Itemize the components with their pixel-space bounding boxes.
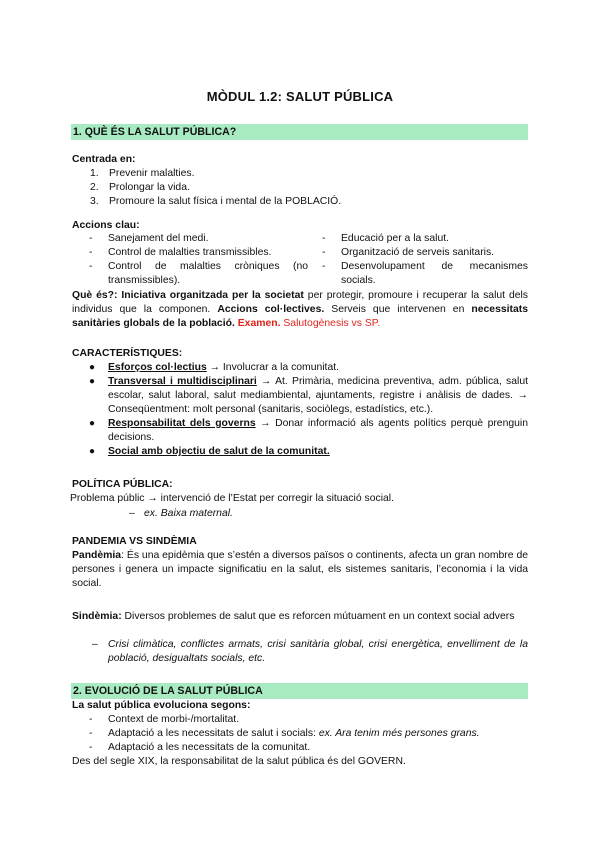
list-item: - Educació per a la salut. <box>322 233 450 244</box>
politica-text: Problema públic → intervenció de l’Estat per corregir la situació social. <box>70 493 394 504</box>
evolucio-heading: La salut pública evoluciona segons: <box>72 700 251 711</box>
list-item: ● Transversal i multidisciplinari → At. Primària, medicina preventiva, adm. pública, salut escolar, salut laboral, salut mediambiental, ajuntaments, registre i anàlisis de dades. → Conseqüentment: molt personal (sanitaris, sociòlegs, estadístics, etc.). <box>89 375 528 415</box>
centrada-block <box>72 153 528 209</box>
evolucio-block <box>72 699 528 769</box>
list-item: - Desenvolupament de mecanismes socials. <box>322 260 528 286</box>
centrada-list <box>72 167 528 209</box>
exam-label: Examen. <box>237 317 281 329</box>
list-item: 1. Prevenir malalties. <box>90 167 195 179</box>
list-item: ● Responsabilitat dels governs → Donar informació als agents polítics perquè prenguin decisions. <box>89 417 529 443</box>
accions-left <box>72 232 322 288</box>
accions-right <box>305 232 528 288</box>
list-item: - Control de malalties cròniques (no transmissibles). <box>89 260 308 286</box>
list-item: - Organització de serveis sanitaris. <box>322 246 495 258</box>
section-heading-2: 2. EVOLUCIÓ DE LA SALUT PÚBLICA <box>71 683 528 699</box>
list-item: - Adaptació a les necessitats de la comunitat. <box>89 741 311 753</box>
accions-columns <box>72 232 528 284</box>
document-page: MÒDUL 1.2: SALUT PÚBLICA 1. QUÈ ÉS LA SALUT PÚBLICA? Centrada en: 1. Prevenir malalties. 2. Prolongar la vida. 3. Promoure la salut física i mental de la POBLACIÓ. Accions clau: - Sanejament del medi. - Control de malalties transmissibles. - Control de malalties cròniques (no transmissibles). - Educació per a la salut. - Organització de serveis sanitaris. - Desenvolupament de mecanismes socials. Què és?: Iniciativa organitzada per la societat per protegir, promoure i recuperar la salut dels individus que la componen. Accions col·lectives. Serveis que intervenen en necessitats sanitàries globals de la població. Examen. Salutogènesis vs SP. CARACTERÍSTIQUES: ● Esforços col·lectius → Involucrar a la comunitat. ● Transversal i multidisciplinari → At. Primària, medicina preventiva, adm. pública, salut escolar, salut laboral, salut mediambiental, ajuntaments, registre i anàlisis de dades. → Conseqüentment: molt personal (sanitaris, sociòlegs, estadístics, etc.). ● Responsabilitat dels governs → Donar informació als agents polítics perquè prenguin decisions. ● Social amb objectiu de salut de la comunitat. POLÍTICA PÚBLICA: Problema públic → intervenció de l’Estat per corregir la situació social. – ex. Baixa maternal. PANDEMIA VS SINDÈMIA Pandèmia: És una epidèmia que s’estén a diversos països o continents, afecta un gran nombre de persones i genera un impacte significatiu en la salut, els sistemes sanitaris, l’economia i la vida social. Sindèmia: Diversos problemes de salut que es reforcen mútuament en un context social advers – Crisi climàtica, conflictes armats, crisi sanitària global, crisi energètica, envelliment de la població, desigualtats socials, etc. 2. EVOLUCIÓ DE LA SALUT PÚBLICA La salut pública evoluciona segons: - Context de morbi-/mortalitat. - Adaptació a les necessitats de salut i socials: ex. Ara tenim més persones grans. - Adaptació a les necessitats de la comunitat. Des del segle XIX, la responsabilitat de la salut pública és del GOVERN. <box>0 0 600 848</box>
politica-heading: POLÍTICA PÚBLICA: <box>72 479 173 490</box>
caracteristiques-heading: CARACTERÍSTIQUES: <box>72 348 183 359</box>
document-title: MÒDUL 1.2: SALUT PÚBLICA <box>206 89 394 104</box>
exam-note: Salutogènesis vs SP. <box>283 317 381 329</box>
pandemia-heading: PANDEMIA VS SINDÈMIA <box>72 536 197 547</box>
list-item: - Context de morbi-/mortalitat. <box>89 713 240 725</box>
pandemia-paragraph: Pandèmia: És una epidèmia que s’estén a diversos països o continents, afecta un gran nombre de persones i genera un impacte significatiu en la salut, els sistemes sanitaris, l’economia i la vida social. <box>72 550 528 589</box>
sindemia-paragraph: Sindèmia: Diversos problemes de salut que es reforcen mútuament en un context social advers <box>72 611 515 622</box>
list-item: - Adaptació a les necessitats de salut i socials: ex. Ara tenim més persones grans. <box>89 727 480 739</box>
centrada-heading: Centrada en: <box>72 154 136 165</box>
accions-heading: Accions clau: <box>72 220 140 231</box>
list-item: - Sanejament del medi. <box>89 233 209 244</box>
list-item: ● Social amb objectiu de salut de la comunitat. <box>89 445 330 457</box>
list-item: 3. Promoure la salut física i mental de la POBLACIÓ. <box>90 195 342 207</box>
sindemia-example: – Crisi climàtica, conflictes armats, crisi sanitària global, crisi energètica, envelliment de la població, desigualtats socials, etc. <box>92 639 528 664</box>
list-item: - Control de malalties transmissibles. <box>89 246 272 258</box>
que-es-paragraph: Què és?: Iniciativa organitzada per la societat per protegir, promoure i recuperar la salut dels individus que la componen. Accions col·lectives. Serveis que intervenen en necessitats sanitàries globals de la població. Examen. Salutogènesis vs SP. <box>72 290 529 329</box>
list-item: ● Esforços col·lectius → Involucrar a la comunitat. <box>89 362 340 373</box>
list-item: 2. Prolongar la vida. <box>90 181 190 193</box>
caracteristiques-list <box>72 361 528 459</box>
final-text: Des del segle XIX, la responsabilitat de la salut pública és del GOVERN. <box>72 755 406 767</box>
section-heading-1: 1. QUÈ ÉS LA SALUT PÚBLICA? <box>71 124 528 140</box>
